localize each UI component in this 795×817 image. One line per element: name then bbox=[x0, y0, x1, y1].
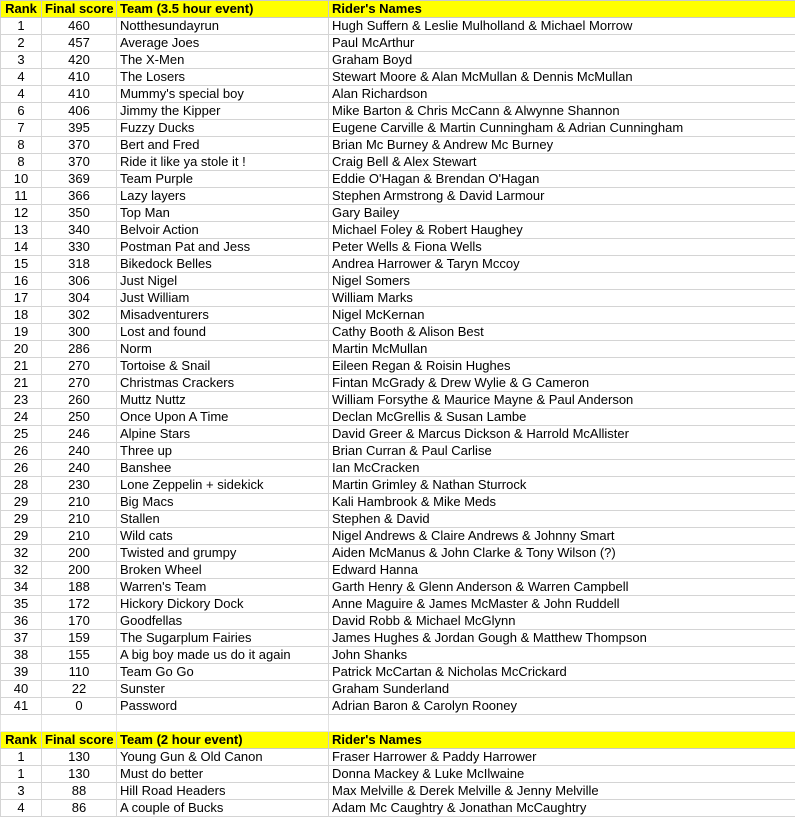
team-cell: Alpine Stars bbox=[117, 426, 329, 443]
names-cell: James Hughes & Jordan Gough & Matthew Thompson bbox=[329, 630, 795, 647]
names-cell: Stewart Moore & Alan McMullan & Dennis McMullan bbox=[329, 69, 795, 86]
score-cell: 200 bbox=[42, 562, 117, 579]
rank-cell: 4 bbox=[1, 86, 42, 103]
team-cell: Young Gun & Old Canon bbox=[117, 749, 329, 766]
names-header: Rider's Names bbox=[329, 732, 795, 749]
rank-cell: 29 bbox=[1, 494, 42, 511]
names-cell: Mike Barton & Chris McCann & Alwynne Shannon bbox=[329, 103, 795, 120]
team-cell: Lone Zeppelin + sidekick bbox=[117, 477, 329, 494]
team-cell: Mummy's special boy bbox=[117, 86, 329, 103]
team-cell: Team Go Go bbox=[117, 664, 329, 681]
score-cell: 410 bbox=[42, 86, 117, 103]
score-cell: 0 bbox=[42, 698, 117, 715]
table-row bbox=[1, 137, 795, 154]
rank-cell: 19 bbox=[1, 324, 42, 341]
team-cell: Must do better bbox=[117, 766, 329, 783]
team-cell: Twisted and grumpy bbox=[117, 545, 329, 562]
table-row bbox=[1, 409, 795, 426]
empty-cell bbox=[1, 715, 42, 732]
table-row bbox=[1, 647, 795, 664]
rank-cell: 17 bbox=[1, 290, 42, 307]
rank-cell: 3 bbox=[1, 52, 42, 69]
names-cell: Adam Mc Caughtry & Jonathan McCaughtry bbox=[329, 800, 795, 817]
team-cell: Team Purple bbox=[117, 171, 329, 188]
score-cell: 200 bbox=[42, 545, 117, 562]
team-cell: Belvoir Action bbox=[117, 222, 329, 239]
rank-cell: 39 bbox=[1, 664, 42, 681]
score-cell: 369 bbox=[42, 171, 117, 188]
rank-header: Rank bbox=[1, 1, 42, 18]
table-row bbox=[1, 664, 795, 681]
team-cell: Lost and found bbox=[117, 324, 329, 341]
score-cell: 110 bbox=[42, 664, 117, 681]
rank-cell: 26 bbox=[1, 443, 42, 460]
rank-cell: 16 bbox=[1, 273, 42, 290]
score-cell: 406 bbox=[42, 103, 117, 120]
team-cell: A big boy made us do it again bbox=[117, 647, 329, 664]
names-cell: Nigel Andrews & Claire Andrews & Johnny Smart bbox=[329, 528, 795, 545]
empty-cell bbox=[42, 715, 117, 732]
table-row bbox=[1, 35, 795, 52]
names-cell: Graham Boyd bbox=[329, 52, 795, 69]
score-cell: 350 bbox=[42, 205, 117, 222]
rank-cell: 12 bbox=[1, 205, 42, 222]
team-header: Team (2 hour event) bbox=[117, 732, 329, 749]
score-header: Final score bbox=[42, 1, 117, 18]
score-cell: 170 bbox=[42, 613, 117, 630]
team-cell: Norm bbox=[117, 341, 329, 358]
team-cell: A couple of Bucks bbox=[117, 800, 329, 817]
rank-cell: 36 bbox=[1, 613, 42, 630]
score-cell: 304 bbox=[42, 290, 117, 307]
table-row bbox=[1, 307, 795, 324]
table-row bbox=[1, 18, 795, 35]
table-row bbox=[1, 494, 795, 511]
names-cell: Fraser Harrower & Paddy Harrower bbox=[329, 749, 795, 766]
score-cell: 210 bbox=[42, 511, 117, 528]
names-cell: Cathy Booth & Alison Best bbox=[329, 324, 795, 341]
score-cell: 86 bbox=[42, 800, 117, 817]
team-cell: Misadventurers bbox=[117, 307, 329, 324]
rank-cell: 18 bbox=[1, 307, 42, 324]
rank-cell: 6 bbox=[1, 103, 42, 120]
score-cell: 306 bbox=[42, 273, 117, 290]
names-cell: Adrian Baron & Carolyn Rooney bbox=[329, 698, 795, 715]
score-cell: 230 bbox=[42, 477, 117, 494]
rank-cell: 1 bbox=[1, 766, 42, 783]
score-cell: 159 bbox=[42, 630, 117, 647]
names-cell: Martin McMullan bbox=[329, 341, 795, 358]
score-cell: 395 bbox=[42, 120, 117, 137]
table-row bbox=[1, 290, 795, 307]
score-cell: 260 bbox=[42, 392, 117, 409]
table-row bbox=[1, 749, 795, 766]
table-row bbox=[1, 766, 795, 783]
table-row bbox=[1, 154, 795, 171]
table-row bbox=[1, 205, 795, 222]
score-cell: 240 bbox=[42, 460, 117, 477]
team-cell: Hickory Dickory Dock bbox=[117, 596, 329, 613]
names-cell: Eddie O'Hagan & Brendan O'Hagan bbox=[329, 171, 795, 188]
rank-cell: 4 bbox=[1, 800, 42, 817]
table-row bbox=[1, 596, 795, 613]
team-cell: Password bbox=[117, 698, 329, 715]
score-cell: 460 bbox=[42, 18, 117, 35]
score-cell: 130 bbox=[42, 766, 117, 783]
team-cell: The Losers bbox=[117, 69, 329, 86]
table-row bbox=[1, 86, 795, 103]
rank-cell: 40 bbox=[1, 681, 42, 698]
rank-cell: 15 bbox=[1, 256, 42, 273]
team-cell: Just Nigel bbox=[117, 273, 329, 290]
team-cell: Three up bbox=[117, 443, 329, 460]
score-cell: 370 bbox=[42, 137, 117, 154]
score-cell: 270 bbox=[42, 375, 117, 392]
team-cell: Jimmy the Kipper bbox=[117, 103, 329, 120]
table-row bbox=[1, 273, 795, 290]
team-cell: Tortoise & Snail bbox=[117, 358, 329, 375]
table-row bbox=[1, 69, 795, 86]
table-row bbox=[1, 545, 795, 562]
rank-cell: 8 bbox=[1, 137, 42, 154]
names-cell: Hugh Suffern & Leslie Mulholland & Michael Morrow bbox=[329, 18, 795, 35]
rank-cell: 14 bbox=[1, 239, 42, 256]
team-cell: Bert and Fred bbox=[117, 137, 329, 154]
header-row bbox=[1, 1, 795, 18]
team-cell: Banshee bbox=[117, 460, 329, 477]
table-row bbox=[1, 375, 795, 392]
table-row bbox=[1, 630, 795, 647]
team-cell: Bikedock Belles bbox=[117, 256, 329, 273]
names-cell: Eileen Regan & Roisin Hughes bbox=[329, 358, 795, 375]
team-cell: Sunster bbox=[117, 681, 329, 698]
table-row bbox=[1, 460, 795, 477]
rank-cell: 25 bbox=[1, 426, 42, 443]
score-cell: 172 bbox=[42, 596, 117, 613]
table-row bbox=[1, 52, 795, 69]
names-header: Rider's Names bbox=[329, 1, 795, 18]
names-cell: Martin Grimley & Nathan Sturrock bbox=[329, 477, 795, 494]
names-cell: Peter Wells & Fiona Wells bbox=[329, 239, 795, 256]
table-row bbox=[1, 120, 795, 137]
names-cell: Declan McGrellis & Susan Lambe bbox=[329, 409, 795, 426]
spacer-row bbox=[1, 715, 795, 732]
names-cell: David Robb & Michael McGlynn bbox=[329, 613, 795, 630]
names-cell: Nigel Somers bbox=[329, 273, 795, 290]
score-cell: 420 bbox=[42, 52, 117, 69]
table-row bbox=[1, 171, 795, 188]
rank-cell: 29 bbox=[1, 528, 42, 545]
rank-cell: 1 bbox=[1, 749, 42, 766]
score-cell: 410 bbox=[42, 69, 117, 86]
score-cell: 155 bbox=[42, 647, 117, 664]
names-cell: Aiden McManus & John Clarke & Tony Wilson (?) bbox=[329, 545, 795, 562]
score-cell: 250 bbox=[42, 409, 117, 426]
rank-cell: 23 bbox=[1, 392, 42, 409]
names-cell: Brian Mc Burney & Andrew Mc Burney bbox=[329, 137, 795, 154]
rank-cell: 24 bbox=[1, 409, 42, 426]
names-cell: William Marks bbox=[329, 290, 795, 307]
rank-cell: 34 bbox=[1, 579, 42, 596]
table-row bbox=[1, 783, 795, 800]
team-cell: Postman Pat and Jess bbox=[117, 239, 329, 256]
table-row bbox=[1, 443, 795, 460]
team-cell: Just William bbox=[117, 290, 329, 307]
rank-cell: 8 bbox=[1, 154, 42, 171]
table-row bbox=[1, 256, 795, 273]
table-row bbox=[1, 426, 795, 443]
empty-cell bbox=[117, 715, 329, 732]
score-cell: 88 bbox=[42, 783, 117, 800]
score-cell: 330 bbox=[42, 239, 117, 256]
names-cell: David Greer & Marcus Dickson & Harrold McAllister bbox=[329, 426, 795, 443]
table-row bbox=[1, 698, 795, 715]
rank-cell: 10 bbox=[1, 171, 42, 188]
score-cell: 300 bbox=[42, 324, 117, 341]
table-row bbox=[1, 562, 795, 579]
names-cell: Gary Bailey bbox=[329, 205, 795, 222]
score-cell: 188 bbox=[42, 579, 117, 596]
team-header: Team (3.5 hour event) bbox=[117, 1, 329, 18]
score-cell: 286 bbox=[42, 341, 117, 358]
table-row bbox=[1, 613, 795, 630]
rank-cell: 28 bbox=[1, 477, 42, 494]
team-cell: Lazy layers bbox=[117, 188, 329, 205]
table-row bbox=[1, 477, 795, 494]
table-row bbox=[1, 579, 795, 596]
rank-cell: 2 bbox=[1, 35, 42, 52]
table-row bbox=[1, 239, 795, 256]
names-cell: Andrea Harrower & Taryn Mccoy bbox=[329, 256, 795, 273]
team-cell: Top Man bbox=[117, 205, 329, 222]
header-row bbox=[1, 732, 795, 749]
table-row bbox=[1, 681, 795, 698]
names-cell: Nigel McKernan bbox=[329, 307, 795, 324]
score-cell: 246 bbox=[42, 426, 117, 443]
rank-cell: 29 bbox=[1, 511, 42, 528]
score-cell: 210 bbox=[42, 528, 117, 545]
team-cell: Once Upon A Time bbox=[117, 409, 329, 426]
score-cell: 302 bbox=[42, 307, 117, 324]
rank-cell: 37 bbox=[1, 630, 42, 647]
score-cell: 366 bbox=[42, 188, 117, 205]
table-row bbox=[1, 188, 795, 205]
table-row bbox=[1, 358, 795, 375]
score-cell: 22 bbox=[42, 681, 117, 698]
table-row bbox=[1, 324, 795, 341]
names-cell: Eugene Carville & Martin Cunningham & Adrian Cunningham bbox=[329, 120, 795, 137]
names-cell: William Forsythe & Maurice Mayne & Paul Anderson bbox=[329, 392, 795, 409]
table-row bbox=[1, 528, 795, 545]
names-cell: Alan Richardson bbox=[329, 86, 795, 103]
names-cell: Fintan McGrady & Drew Wylie & G Cameron bbox=[329, 375, 795, 392]
score-cell: 210 bbox=[42, 494, 117, 511]
names-cell: Max Melville & Derek Melville & Jenny Melville bbox=[329, 783, 795, 800]
team-cell: Goodfellas bbox=[117, 613, 329, 630]
rank-header: Rank bbox=[1, 732, 42, 749]
team-cell: Stallen bbox=[117, 511, 329, 528]
table-row bbox=[1, 511, 795, 528]
rank-cell: 20 bbox=[1, 341, 42, 358]
table-row bbox=[1, 800, 795, 817]
table-row bbox=[1, 341, 795, 358]
score-cell: 270 bbox=[42, 358, 117, 375]
score-cell: 340 bbox=[42, 222, 117, 239]
team-cell: The X-Men bbox=[117, 52, 329, 69]
rank-cell: 32 bbox=[1, 545, 42, 562]
names-cell: Donna Mackey & Luke McIlwaine bbox=[329, 766, 795, 783]
rank-cell: 4 bbox=[1, 69, 42, 86]
score-header: Final score bbox=[42, 732, 117, 749]
table-row bbox=[1, 222, 795, 239]
rank-cell: 41 bbox=[1, 698, 42, 715]
team-cell: Warren's Team bbox=[117, 579, 329, 596]
rank-cell: 3 bbox=[1, 783, 42, 800]
rank-cell: 21 bbox=[1, 358, 42, 375]
score-cell: 130 bbox=[42, 749, 117, 766]
rank-cell: 38 bbox=[1, 647, 42, 664]
score-cell: 370 bbox=[42, 154, 117, 171]
names-cell: Stephen & David bbox=[329, 511, 795, 528]
score-cell: 457 bbox=[42, 35, 117, 52]
names-cell: Ian McCracken bbox=[329, 460, 795, 477]
table-row bbox=[1, 103, 795, 120]
team-cell: Fuzzy Ducks bbox=[117, 120, 329, 137]
names-cell: John Shanks bbox=[329, 647, 795, 664]
names-cell: Brian Curran & Paul Carlise bbox=[329, 443, 795, 460]
names-cell: Edward Hanna bbox=[329, 562, 795, 579]
names-cell: Paul McArthur bbox=[329, 35, 795, 52]
table-row bbox=[1, 392, 795, 409]
rank-cell: 26 bbox=[1, 460, 42, 477]
team-cell: Christmas Crackers bbox=[117, 375, 329, 392]
names-cell: Stephen Armstrong & David Larmour bbox=[329, 188, 795, 205]
team-cell: Broken Wheel bbox=[117, 562, 329, 579]
score-cell: 318 bbox=[42, 256, 117, 273]
rank-cell: 13 bbox=[1, 222, 42, 239]
names-cell: Anne Maguire & James McMaster & John Ruddell bbox=[329, 596, 795, 613]
team-cell: Big Macs bbox=[117, 494, 329, 511]
team-cell: Ride it like ya stole it ! bbox=[117, 154, 329, 171]
team-cell: The Sugarplum Fairies bbox=[117, 630, 329, 647]
rank-cell: 21 bbox=[1, 375, 42, 392]
team-cell: Hill Road Headers bbox=[117, 783, 329, 800]
names-cell: Graham Sunderland bbox=[329, 681, 795, 698]
names-cell: Kali Hambrook & Mike Meds bbox=[329, 494, 795, 511]
empty-cell bbox=[329, 715, 795, 732]
names-cell: Garth Henry & Glenn Anderson & Warren Campbell bbox=[329, 579, 795, 596]
rank-cell: 32 bbox=[1, 562, 42, 579]
rank-cell: 35 bbox=[1, 596, 42, 613]
names-cell: Michael Foley & Robert Haughey bbox=[329, 222, 795, 239]
rank-cell: 11 bbox=[1, 188, 42, 205]
team-cell: Wild cats bbox=[117, 528, 329, 545]
team-cell: Muttz Nuttz bbox=[117, 392, 329, 409]
names-cell: Patrick McCartan & Nicholas McCrickard bbox=[329, 664, 795, 681]
rank-cell: 7 bbox=[1, 120, 42, 137]
score-cell: 240 bbox=[42, 443, 117, 460]
rank-cell: 1 bbox=[1, 18, 42, 35]
team-cell: Average Joes bbox=[117, 35, 329, 52]
names-cell: Craig Bell & Alex Stewart bbox=[329, 154, 795, 171]
team-cell: Notthesundayrun bbox=[117, 18, 329, 35]
